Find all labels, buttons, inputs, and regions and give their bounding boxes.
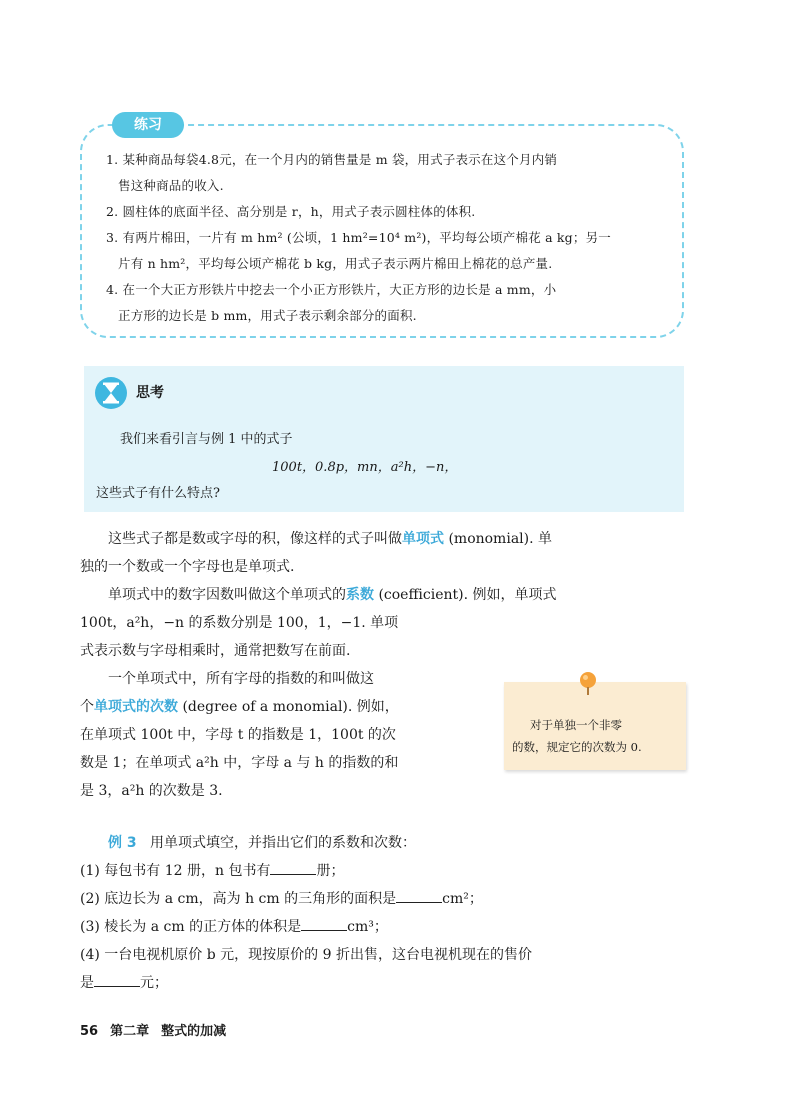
exercise-tag: 练习: [112, 112, 184, 138]
para-coefficient-1: [108, 584, 557, 606]
answer-blank: [270, 860, 316, 875]
think-line-1: 我们来看引言与例 1 中的式子: [120, 432, 293, 447]
text-span: (1) 每包书有 12 册，n 包书有: [80, 863, 271, 879]
text-span: 元；: [140, 975, 168, 991]
note-line-2: 的数，规定它的次数为 0.: [512, 740, 642, 754]
text-span: (coefficient). 例如，单项式: [374, 587, 557, 603]
text-span: 是: [80, 975, 94, 991]
exercise-line-2: 售这种商品的收入.: [118, 178, 224, 193]
example-item-4-cont: [80, 972, 168, 994]
answer-blank: [301, 916, 347, 931]
para-degree-5: 是 3，a²h 的次数是 3.: [80, 783, 223, 799]
exercise-line-5: 片有 n hm²，平均每公顷产棉花 b kg，用式子表示两片棉田上棉花的总产量.: [118, 256, 553, 271]
text-span: 个: [80, 699, 94, 715]
example-label: 例 3: [108, 835, 137, 851]
exercise-line-1: 1. 某种商品每袋4.8元，在一个月内的销售量是 m 袋，用式子表示在这个月内销: [106, 152, 558, 167]
chapter-label: 第二章: [110, 1024, 150, 1039]
para-degree-2: [80, 696, 399, 718]
page-footer: [80, 1020, 226, 1039]
exercise-line-3: 2. 圆柱体的底面半径、高分别是 r，h，用式子表示圆柱体的体积.: [106, 204, 476, 219]
text-span: (3) 棱长为 a cm 的正方体的体积是: [80, 919, 302, 935]
text-span: cm³；: [347, 919, 388, 935]
term-coefficient: 系数: [346, 587, 374, 603]
para-monomial-2: 独的一个数或一个字母也是单项式.: [80, 559, 295, 575]
para-degree-3: 在单项式 100t 中，字母 t 的指数是 1，100t 的次: [80, 727, 396, 743]
para-degree-4: 数是 1；在单项式 a²h 中，字母 a 与 h 的指数的和: [80, 755, 399, 771]
think-formula: 100t，0.8p，mn，a²h，−n，: [272, 460, 458, 475]
para-degree-1: 一个单项式中，所有字母的指数的和叫做这: [108, 671, 374, 687]
text-span: (2) 底边长为 a cm，高为 h cm 的三角形的面积是: [80, 891, 397, 907]
text-span: 单项式中的数字因数叫做这个单项式的: [108, 587, 346, 603]
think-question: 这些式子有什么特点?: [96, 486, 220, 501]
para-coefficient-2: 100t，a²h，−n 的系数分别是 100，1，−1. 单项: [80, 615, 399, 631]
text-span: cm²；: [442, 891, 483, 907]
term-monomial: 单项式: [402, 531, 444, 547]
example-item-3: [80, 916, 388, 938]
term-degree: 单项式的次数: [94, 699, 178, 715]
think-title: 思考: [136, 385, 164, 401]
text-span: 册；: [316, 863, 345, 879]
chapter-title: 整式的加减: [161, 1024, 227, 1039]
exercise-line-7: 正方形的边长是 b mm，用式子表示剩余部分的面积.: [118, 308, 417, 323]
exercise-line-6: 4. 在一个大正方形铁片中挖去一个小正方形铁片，大正方形的边长是 a mm，小: [106, 282, 557, 297]
hourglass-icon: [94, 376, 128, 410]
example-heading: [108, 832, 416, 854]
page-number: 56: [80, 1024, 99, 1039]
answer-blank: [94, 972, 140, 987]
pushpin-icon: [577, 670, 599, 696]
text-span: (degree of a monomial). 例如，: [178, 699, 399, 715]
exercise-line-4: 3. 有两片棉田，一片有 m hm² (公顷，1 hm²=10⁴ m²)，平均每公顷产棉花 a kg；另一: [106, 230, 611, 245]
answer-blank: [396, 888, 442, 903]
example-item-4: (4) 一台电视机原价 b 元，现按原价的 9 折出售，这台电视机现在的售价: [80, 947, 532, 963]
text-span: (monomial). 单: [444, 531, 553, 547]
example-intro: 用单项式填空，并指出它们的系数和次数：: [149, 835, 416, 851]
example-item-1: [80, 860, 344, 882]
note-line-1: 对于单独一个非零: [530, 718, 622, 732]
text-span: 这些式子都是数或字母的积，像这样的式子叫做: [108, 531, 402, 547]
para-monomial-1: [108, 528, 552, 550]
example-item-2: [80, 888, 483, 910]
para-coefficient-3: 式表示数与字母相乘时，通常把数写在前面.: [80, 643, 351, 659]
